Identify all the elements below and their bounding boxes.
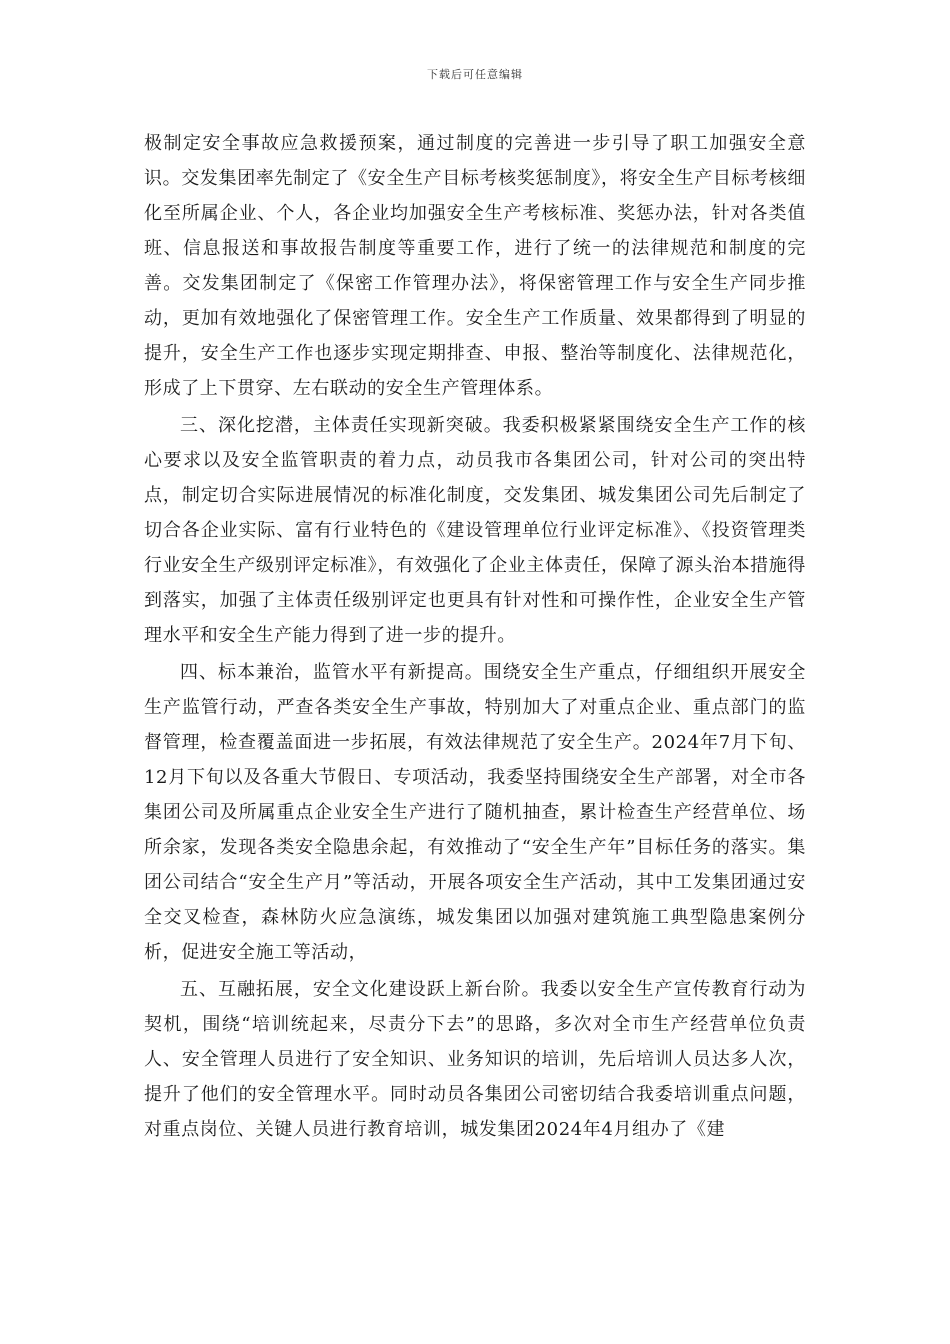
paragraph-4: 五、互融拓展，安全文化建设跃上新台阶。我委以安全生产宣传教育行动为契机，围绕“培训统起来，尽责分下去”的思路，多次对全市生产经营单位负责人、安全管理人员进行了安全知识、业务知识的培训，先后培训人员达多人次，提升了他们的安全管理水平。同时动员各集团公司密切结合我委培训重点问题，对重点岗位、关键人员进行教育培训，城发集团2024年4月组办了《建 bbox=[144, 979, 806, 1140]
paragraph-3: 四、标本兼治，监管水平有新提高。围绕安全生产重点，仔细组织开展安全生产监管行动，严查各类安全生产事故，特别加大了对重点企业、重点部门的监督管理，检查覆盖面进一步拓展，有效法律规范了安全生产。2024年7月下旬、12月下旬以及各重大节假日、专项活动，我委坚持围绕安全生产部署，对全市各集团公司及所属重点企业安全生产进行了随机抽查，累计检查生产经营单位、场所余家，发现各类安全隐患余起，有效推动了“安全生产年”目标任务的落实。集团公司结合“安全生产月”等活动，开展各项安全生产活动，其中工发集团通过安全交叉检查，森林防火应急演练，城发集团以加强对建筑施工典型隐患案例分析，促进安全施工等活动， bbox=[144, 662, 806, 963]
document-body bbox=[144, 126, 806, 1147]
paragraph-1: 极制定安全事故应急救援预案，通过制度的完善进一步引导了职工加强安全意识。交发集团率先制定了《安全生产目标考核奖惩制度》，将安全生产目标考核细化至所属企业、个人，各企业均加强安全生产考核标准、奖惩办法，针对各类值班、信息报送和事故报告制度等重要工作，进行了统一的法律规范和制度的完善。交发集团制定了《保密工作管理办法》，将保密管理工作与安全生产同步推动，更加有效地强化了保密管理工作。安全生产工作质量、效果都得到了明显的提升，安全生产工作也逐步实现定期排查、申报、整治等制度化、法律规范化，形成了上下贯穿、左右联动的安全生产管理体系。 bbox=[144, 133, 806, 399]
page-header: 下载后可任意编辑 bbox=[427, 68, 523, 81]
paragraph-2: 三、深化挖潜，主体责任实现新突破。我委积极紧紧围绕安全生产工作的核心要求以及安全监管职责的着力点，动员我市各集团公司，针对公司的突出特点，制定切合实际进展情况的标准化制度，交发集团、城发集团公司先后制定了切合各企业实际、富有行业特色的《建设管理单位行业评定标准》、《投资管理类行业安全生产级别评定标准》，有效强化了企业主体责任，保障了源头治本措施得到落实，加强了主体责任级别评定也更具有针对性和可操作性，企业安全生产管理水平和安全生产能力得到了进一步的提升。 bbox=[144, 415, 806, 646]
